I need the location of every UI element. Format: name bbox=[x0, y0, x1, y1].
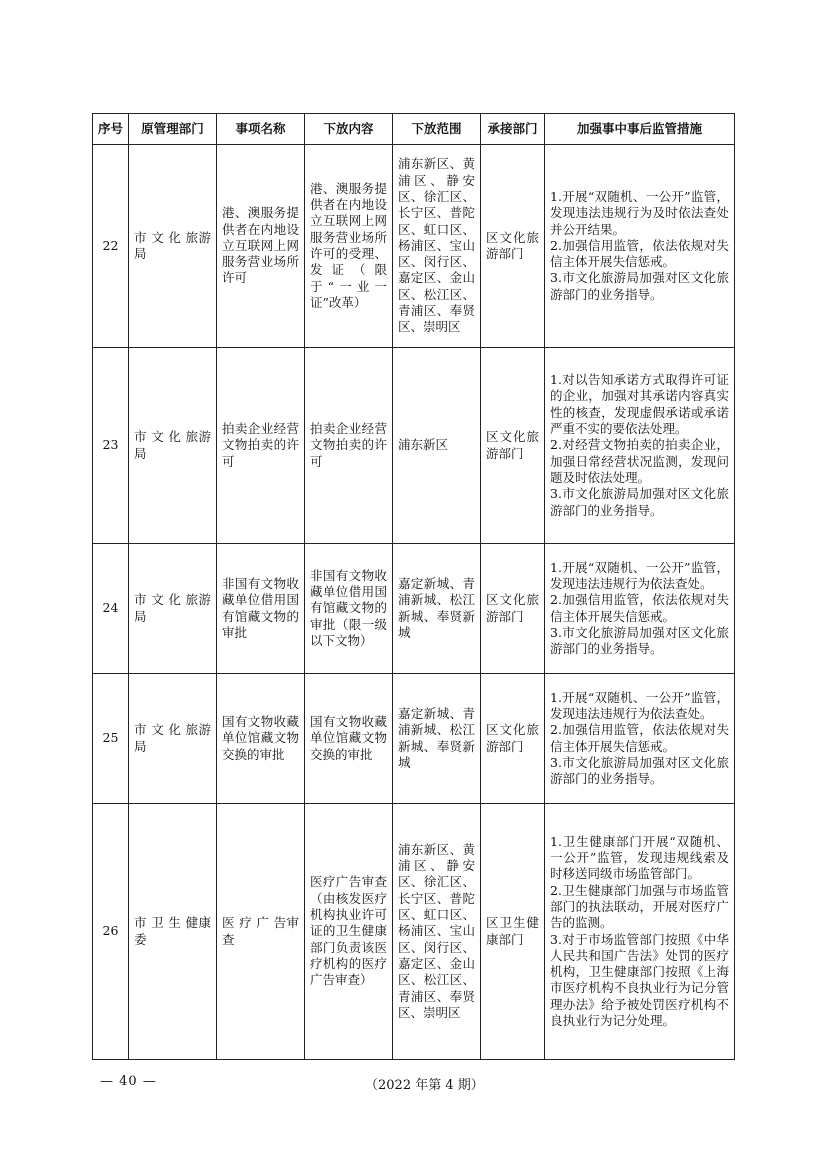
row-item-name: 国有文物收藏单位馆藏文物交换的审批 bbox=[217, 674, 305, 804]
row-delegated-content: 医疗广告审查（由核发医疗机构执业许可证的卫生健康部门负责该医疗机构的医疗广告审查） bbox=[305, 804, 393, 1060]
row-supervision-measures: 1.对以告知承诺方式取得许可证的企业，加强对其承诺内容真实性的核查，发现虚假承诺或承诺严重不实的要依法处理。 2.对经营文物拍卖的拍卖企业，加强日常经营状况监测，发现问题及时依法处理。 3.市文化旅游局加强对区文化旅游部门的业务指导。 bbox=[545, 348, 735, 544]
row-number: 22 bbox=[93, 145, 129, 348]
row-delegated-scope: 浦东新区、黄浦区、静安区、徐汇区、长宁区、普陀区、虹口区、杨浦区、宝山区、闵行区、嘉定区、金山区、松江区、青浦区、奉贤区、崇明区 bbox=[393, 804, 481, 1060]
row-receiving-dept: 区文化旅游部门 bbox=[481, 348, 545, 544]
table-row bbox=[93, 544, 735, 674]
header-receiving-dept: 承接部门 bbox=[481, 114, 545, 145]
row-delegated-scope: 浦东新区、黄浦区、静安区、徐汇区、长宁区、普陀区、虹口区、杨浦区、宝山区、闵行区、嘉定区、金山区、松江区、青浦区、奉贤区、崇明区 bbox=[393, 145, 481, 348]
row-receiving-dept: 区卫生健康部门 bbox=[481, 804, 545, 1060]
row-receiving-dept: 区文化旅游部门 bbox=[481, 544, 545, 674]
row-delegated-scope: 嘉定新城、青浦新城、松江新城、奉贤新城 bbox=[393, 544, 481, 674]
row-delegated-content: 港、澳服务提供者在内地设立互联网上网服务营业场所许可的受理、发证（限于“一业一证”改革） bbox=[305, 145, 393, 348]
header-number: 序号 bbox=[93, 114, 129, 145]
row-supervision-measures: 1.开展“双随机、一公开”监管，发现违法违规行为依法查处。 2.加强信用监管，依法依规对失信主体开展失信惩戒。 3.市文化旅游局加强对区文化旅游部门的业务指导。 bbox=[545, 674, 735, 804]
row-supervision-measures: 1.开展“双随机、一公开”监管，发现违法违规行为依法查处。 2.加强信用监管，依法依规对失信主体开展失信惩戒。 3.市文化旅游局加强对区文化旅游部门的业务指导。 bbox=[545, 544, 735, 674]
header-item-name: 事项名称 bbox=[217, 114, 305, 145]
row-receiving-dept: 区文化旅游部门 bbox=[481, 674, 545, 804]
row-original-dept: 市 卫 生 健康委 bbox=[129, 804, 217, 1060]
row-number: 23 bbox=[93, 348, 129, 544]
row-delegated-scope: 嘉定新城、青浦新城、松江新城、奉贤新城 bbox=[393, 674, 481, 804]
row-delegated-content: 国有文物收藏单位馆藏文物交换的审批 bbox=[305, 674, 393, 804]
table-row bbox=[93, 674, 735, 804]
row-receiving-dept: 区文化旅游部门 bbox=[481, 145, 545, 348]
delegation-table bbox=[92, 113, 735, 1060]
table-header-row bbox=[93, 114, 735, 145]
row-delegated-scope: 浦东新区 bbox=[393, 348, 481, 544]
header-original-dept: 原管理部门 bbox=[129, 114, 217, 145]
row-original-dept: 市 文 化 旅游局 bbox=[129, 544, 217, 674]
row-supervision-measures: 1.卫生健康部门开展“双随机、一公开”监管，发现违规线索及时移送同级市场监管部门。 2.卫生健康部门加强与市场监管部门的执法联动，开展对医疗广告的监测。 3.对于市场监管部门按照《中华人民共和国广告法》处罚的医疗机构，卫生健康部门按照《上海市医疗机构不良执业行为记分管理办法》给予被处罚医疗机构不良执业行为记分处理。 bbox=[545, 804, 735, 1060]
page-number: — 40 — bbox=[100, 1074, 157, 1089]
row-delegated-content: 拍卖企业经营文物拍卖的许可 bbox=[305, 348, 393, 544]
row-item-name: 拍卖企业经营文物拍卖的许可 bbox=[217, 348, 305, 544]
header-supervision-measures: 加强事中事后监管措施 bbox=[545, 114, 735, 145]
table-row bbox=[93, 804, 735, 1060]
row-number: 24 bbox=[93, 544, 129, 674]
row-number: 25 bbox=[93, 674, 129, 804]
row-item-name: 港、澳服务提供者在内地设立互联网上网服务营业场所许可 bbox=[217, 145, 305, 348]
row-item-name: 医 疗 广 告审查 bbox=[217, 804, 305, 1060]
row-item-name: 非国有文物收藏单位借用国有馆藏文物的审批 bbox=[217, 544, 305, 674]
row-number: 26 bbox=[93, 804, 129, 1060]
row-original-dept: 市 文 化 旅游局 bbox=[129, 145, 217, 348]
table-row bbox=[93, 145, 735, 348]
header-delegated-scope: 下放范围 bbox=[393, 114, 481, 145]
issue-label: （2022 年第 4 期） bbox=[365, 1078, 484, 1093]
header-delegated-content: 下放内容 bbox=[305, 114, 393, 145]
row-delegated-content: 非国有文物收藏单位借用国有馆藏文物的审批（限一级以下文物） bbox=[305, 544, 393, 674]
row-original-dept: 市 文 化 旅游局 bbox=[129, 674, 217, 804]
row-original-dept: 市 文 化 旅游局 bbox=[129, 348, 217, 544]
row-supervision-measures: 1.开展“双随机、一公开”监管，发现违法违规行为及时依法查处并公开结果。 2.加强信用监管，依法依规对失信主体开展失信惩戒。 3.市文化旅游局加强对区文化旅游部门的业务指导。 bbox=[545, 145, 735, 348]
table-row bbox=[93, 348, 735, 544]
